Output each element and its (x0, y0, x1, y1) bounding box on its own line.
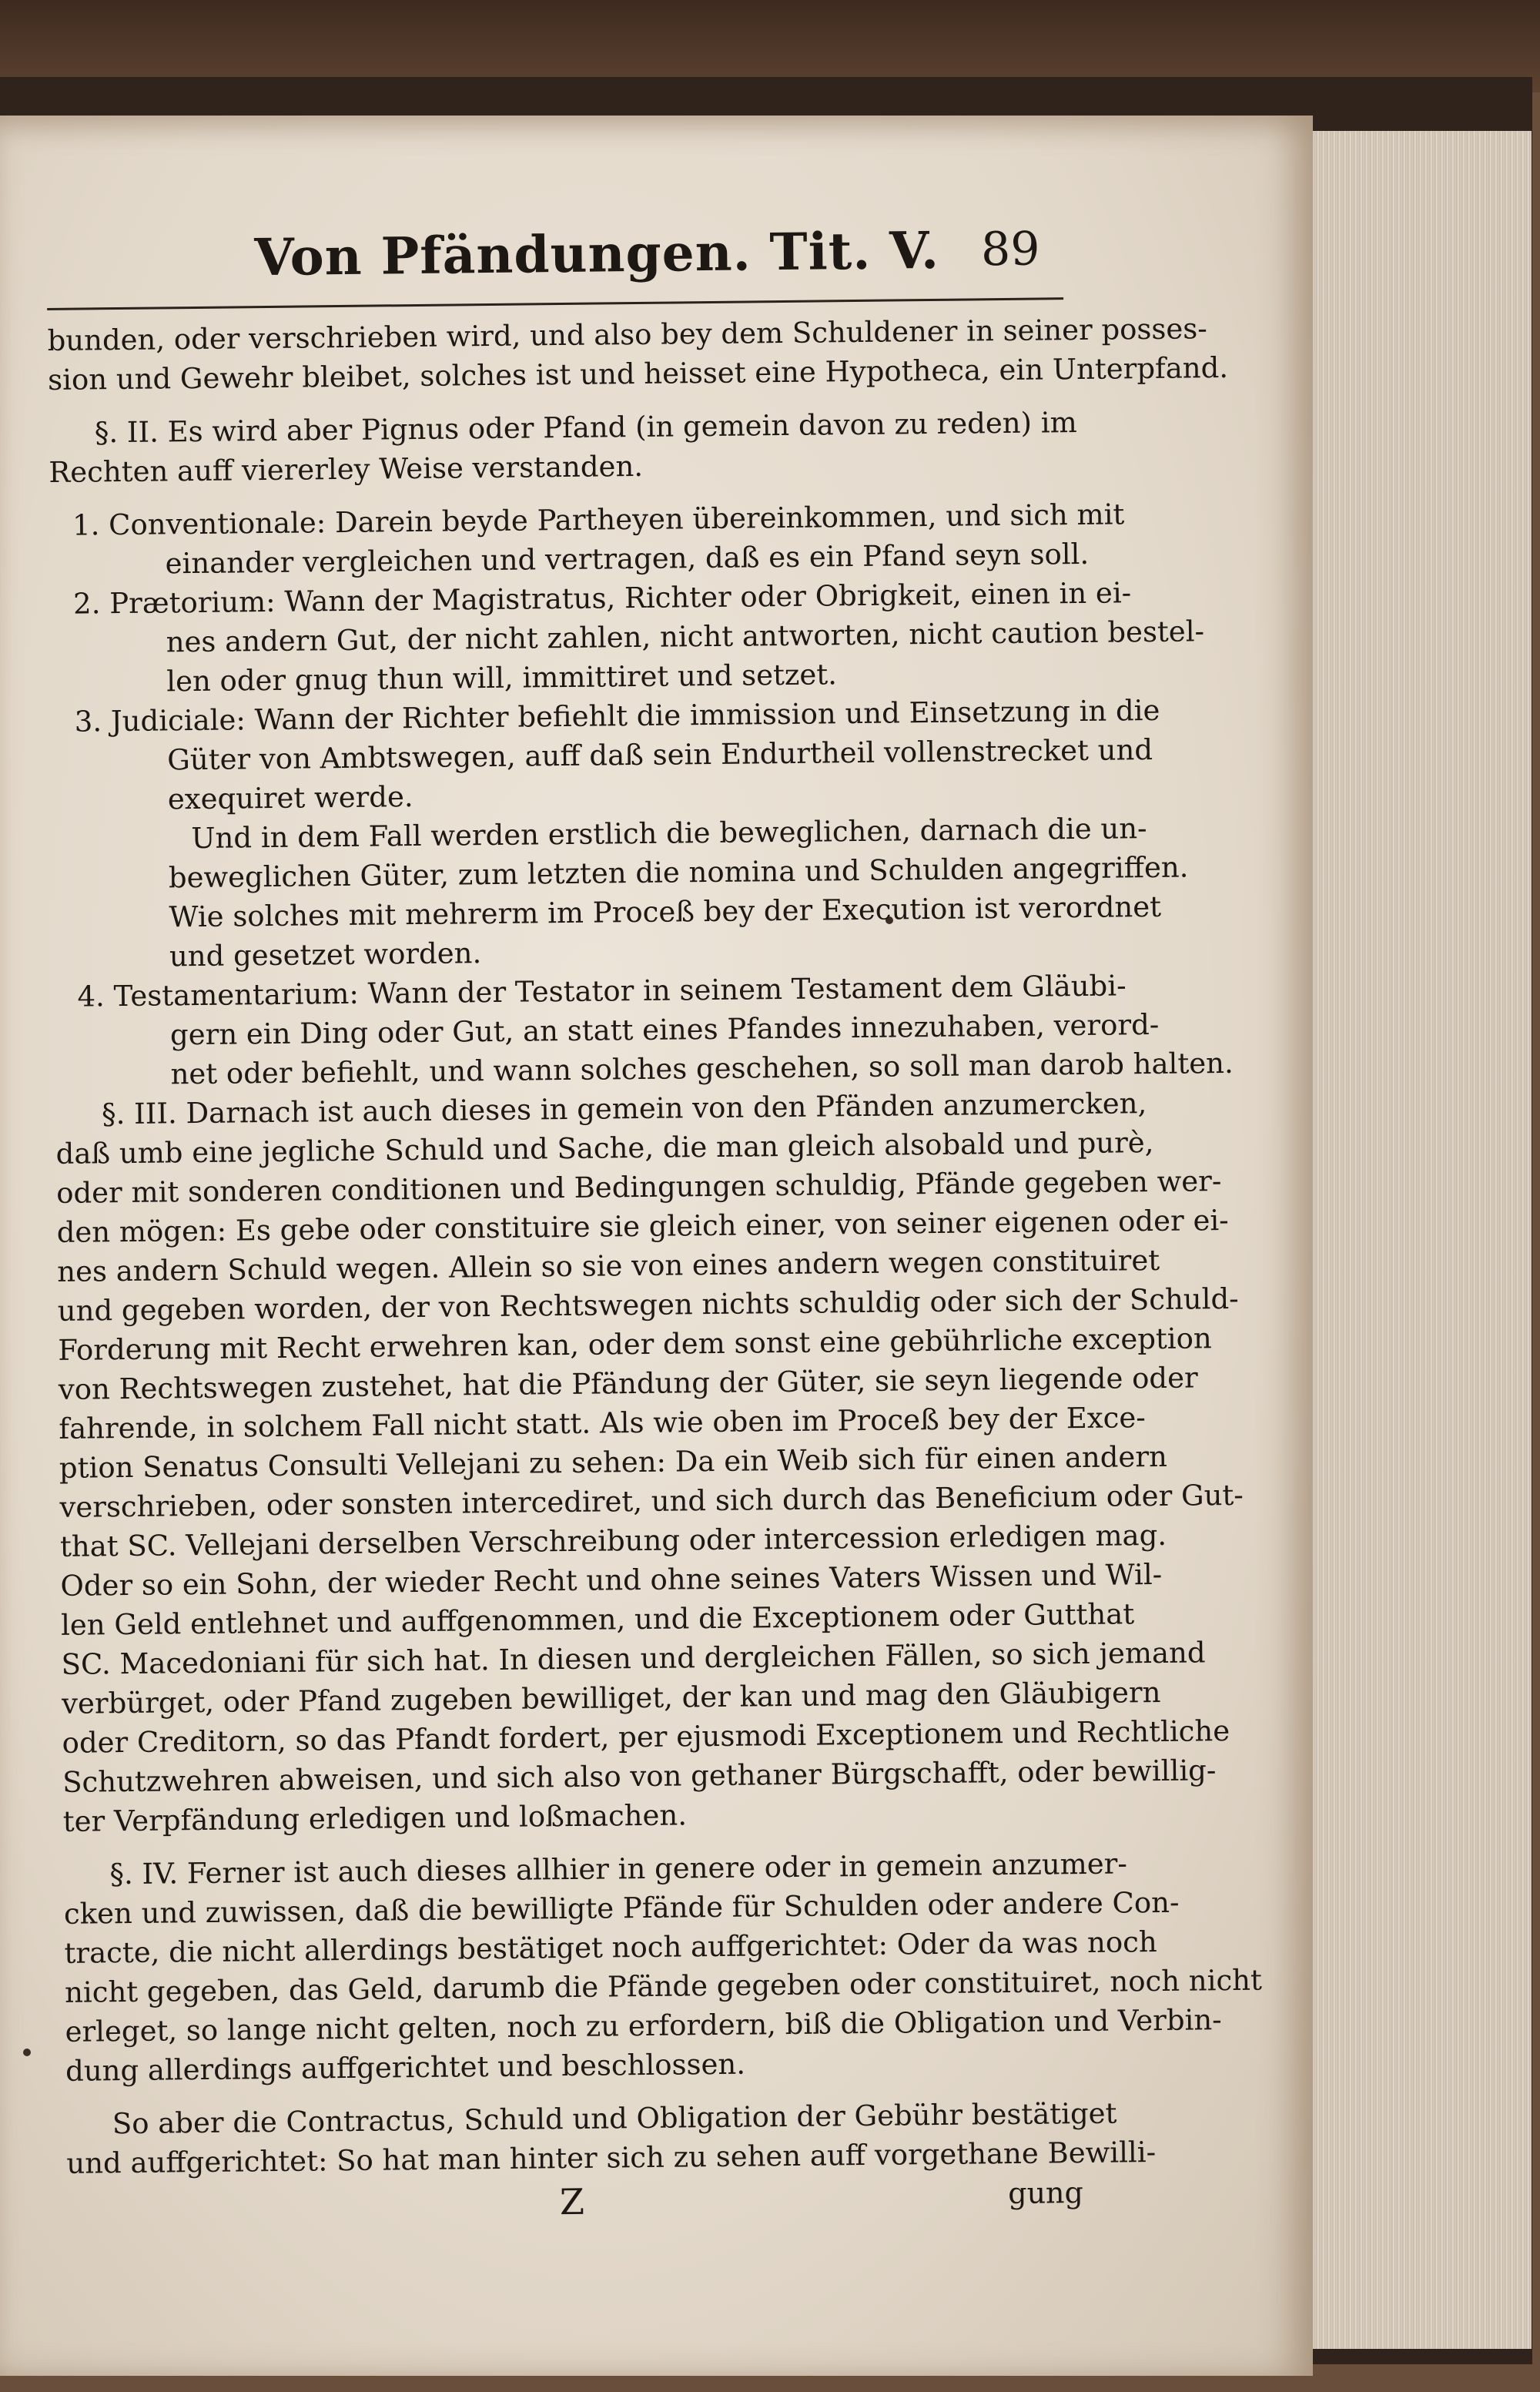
text-line: ter Verpfändung erledigen und loßmachen. (62, 1798, 688, 1838)
text-line: Oder so ein Sohn, der wieder Recht und ohne seines Vaters Wissen und Wil- (60, 1557, 1163, 1603)
header-title: Von Pfändungen. Tit. V. (254, 219, 940, 288)
text-line: oder Creditorn, so das Pfandt fordert, per ejusmodi Exceptionem und Rechtliche (62, 1714, 1230, 1760)
text-line: bunden, oder verschrieben wird, und also bey dem Schuldener in seiner posses- (47, 312, 1208, 357)
text-line: gern ein Ding oder Gut, an statt eines Pfandes innezuhaben, verord- (169, 1007, 1160, 1052)
text-line: 3. Judiciale: Wann der Richter befiehlt die immission und Einsetzung in die (74, 693, 1160, 739)
text-line: von Rechtswegen zustehet, hat die Pfändung der Güter, sie seyn liegende oder (58, 1361, 1198, 1406)
text-line: Güter von Ambtswegen, auff daß sein Endurtheil vollenstrecket und (167, 732, 1153, 777)
text-line: nes andern Gut, der nicht zahlen, nicht antworten, nicht caution bestel- (166, 615, 1205, 659)
text-line: that SC. Vellejani derselben Verschreibung oder intercession erledigen mag. (59, 1518, 1167, 1563)
text-line: sion und Gewehr bleibet, solches ist und heisset eine Hypotheca, ein Unterpfand. (47, 350, 1229, 397)
text-line: net oder befiehlt, und wann solches geschehen, so soll man darob halten. (170, 1046, 1234, 1091)
text-line: §. IV. Ferner ist auch dieses allhier in genere oder in gemein anzumer- (109, 1847, 1128, 1891)
ink-speck (23, 2049, 31, 2056)
body-text (47, 310, 1263, 2183)
signature-mark: Z (559, 2180, 585, 2223)
text-line: und gesetzet worden. (169, 936, 482, 973)
text-line: fahrende, in solchem Fall nicht statt. Als wie oben im Proceß bey der Exce- (59, 1401, 1146, 1446)
text-line: 4. Testamentarium: Wann der Testator in seinem Testament dem Gläubi- (77, 969, 1127, 1013)
text-line: Rechten auff viererley Weise verstanden. (49, 449, 644, 489)
text-line: oder mit sonderen conditionen und Bedingungen schuldig, Pfände gegeben wer- (55, 1164, 1222, 1210)
text-line: So aber die Contractus, Schuld und Obligation der Gebühr bestätiget (112, 2096, 1117, 2141)
text-block (46, 213, 1263, 2233)
text-line: 2. Prætorium: Wann der Magistratus, Richter oder Obrigkeit, einen in ei- (72, 576, 1132, 621)
text-line: tracte, die nicht allerdings bestätiget noch auffgerichtet: Oder da was noch (64, 1925, 1157, 1970)
catchword: gung (1008, 2176, 1084, 2211)
text-line: und auffgerichtet: So hat man hinter sich zu sehen auff vorgethane Bewilli- (66, 2136, 1157, 2180)
text-line: verschrieben, oder sonsten intercediret, und sich durch das Beneficium oder Gut- (59, 1478, 1244, 1524)
text-line: erleget, so lange nicht gelten, noch zu erfordern, biß die Obligation und Verbin- (65, 2003, 1222, 2049)
running-header (46, 213, 1063, 310)
text-line: §. III. Darnach ist auch dieses in gemein von den Pfänden anzumercken, (101, 1087, 1147, 1131)
text-line: exequiret werde. (167, 780, 413, 816)
text-line: Forderung mit Recht erwehren kan, oder dem sonst eine gebührliche exception (58, 1322, 1212, 1367)
page-edges (1301, 131, 1532, 2349)
text-line: beweglichen Güter, zum letzten die nomina und Schulden angegriffen. (168, 850, 1189, 895)
text-line: den mögen: Es gebe oder constituire sie gleich einer, von seiner eigenen oder ei- (56, 1203, 1229, 1249)
text-line: Wie solches mit mehrerm im Proceß bey der Execution ist verordnet (169, 889, 1162, 934)
text-line: §. II. Es wird aber Pignus oder Pfand (in gemein davon zu reden) im (94, 405, 1077, 450)
text-line: SC. Macedoniani für sich hat. In diesen und dergleichen Fällen, so sich jemand (61, 1636, 1206, 1681)
text-line: Und in dem Fall werden erstlich die beweglichen, darnach die un- (191, 812, 1147, 856)
text-line: 1. Conventionale: Darein beyde Partheyen übereinkommen, und sich mit (72, 497, 1125, 542)
text-line: nes andern Schuld wegen. Allein so sie von eines andern wegen constituiret (57, 1243, 1160, 1288)
page-number: 89 (980, 222, 1040, 277)
text-line: Schutzwehren abweisen, und sich also von gethaner Bürgschafft, oder bewillig- (62, 1754, 1217, 1799)
text-line: verbürget, oder Pfand zugeben bewilliget, der kan und mag den Gläubigern (61, 1675, 1161, 1720)
text-line: nicht gegeben, das Geld, darumb die Pfände gegeben oder constituiret, noch nicht (64, 1963, 1263, 2009)
text-line: len Geld entlehnet und auffgenommen, und die Exceptionem oder Gutthat (60, 1597, 1135, 1642)
text-line: und gegeben worden, der von Rechtswegen nichts schuldig oder sich der Schuld- (57, 1281, 1239, 1328)
text-line: cken und zuwissen, daß die bewilligte Pfände für Schulden oder andere Con- (63, 1885, 1180, 1931)
text-line: einander vergleichen und vertragen, daß es ein Pfand seyn soll. (165, 537, 1090, 581)
text-line: ption Senatus Consulti Vellejani zu sehen: Da ein Weib sich für einen andern (59, 1439, 1168, 1485)
text-line: len oder gnug thun will, immittiret und setzet. (166, 658, 838, 699)
text-line: daß umb eine jegliche Schuld und Sache, die man gleich alsobald und purè, (55, 1126, 1154, 1171)
text-line: dung allerdings auffgerichtet und beschlossen. (65, 2047, 746, 2088)
